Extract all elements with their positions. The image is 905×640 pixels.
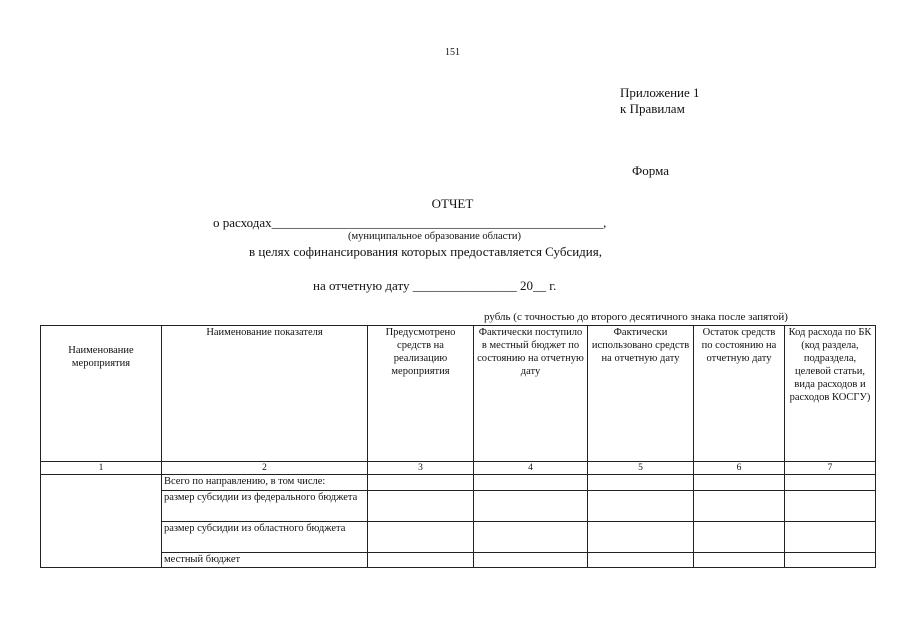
- column-number-row: [41, 462, 876, 475]
- table-cell: [588, 553, 694, 568]
- column-number: 6: [694, 462, 785, 475]
- table-row: [41, 553, 876, 568]
- table-cell: [785, 491, 876, 522]
- table-row: [41, 491, 876, 522]
- report-table: [40, 325, 876, 568]
- page-number: 151: [445, 47, 460, 58]
- header-remaining-funds: Остаток средств по состоянию на отчетную дату: [694, 326, 785, 462]
- municipality-caption: (муниципальное образование области): [348, 231, 521, 242]
- table-cell: [588, 522, 694, 553]
- table-cell: [785, 475, 876, 491]
- report-date-line: на отчетную дату ________________ 20__ г.: [313, 278, 557, 293]
- table-cell: [368, 522, 474, 553]
- table-cell: [785, 553, 876, 568]
- table-cell: [368, 491, 474, 522]
- report-title: ОТЧЕТ: [431, 196, 474, 211]
- column-number: 3: [368, 462, 474, 475]
- appendix-note: [620, 85, 700, 117]
- table-cell: [474, 475, 588, 491]
- table-cell: [694, 522, 785, 553]
- header-planned-funds: Предусмотрено средств на реализацию мероприятия: [368, 326, 474, 462]
- column-number: 5: [588, 462, 694, 475]
- table-cell: [474, 522, 588, 553]
- table-row: [41, 475, 876, 491]
- header-indicator-name: Наименование показателя: [162, 326, 368, 462]
- appendix-line-2: к Правилам: [620, 101, 685, 116]
- header-used-funds: Фактически использовано средств на отчетную дату: [588, 326, 694, 462]
- table-cell: [785, 522, 876, 553]
- column-number: 1: [41, 462, 162, 475]
- table-row: [41, 522, 876, 553]
- table-cell: [694, 491, 785, 522]
- row-label-regional: размер субсидии из областного бюджета: [162, 522, 368, 553]
- column-number: 2: [162, 462, 368, 475]
- expenses-line: о расходах___________________________________________________,: [213, 215, 607, 230]
- row-label-local: местный бюджет: [162, 553, 368, 568]
- row-label-total: Всего по направлению, в том числе:: [162, 475, 368, 491]
- table-cell: [474, 553, 588, 568]
- cofinancing-line: в целях софинансирования которых предоставляется Субсидия,: [249, 244, 602, 259]
- column-number: 4: [474, 462, 588, 475]
- table-cell: [368, 553, 474, 568]
- header-budget-code: Код расхода по БК (код раздела, подраздела, целевой статьи, вида расходов и расходов КОСГУ): [785, 326, 876, 462]
- table-cell: [694, 475, 785, 491]
- column-number: 7: [785, 462, 876, 475]
- appendix-line-1: Приложение 1: [620, 85, 700, 100]
- table-header-row: [41, 326, 876, 462]
- row-label-federal: размер субсидии из федерального бюджета: [162, 491, 368, 522]
- table-cell: [588, 491, 694, 522]
- form-label: Форма: [632, 163, 669, 178]
- header-received-funds: Фактически поступило в местный бюджет по состоянию на отчетную дату: [474, 326, 588, 462]
- table-cell: [474, 491, 588, 522]
- units-note: рубль (с точностью до второго десятичного знака после запятой): [484, 311, 788, 323]
- table-cell: [694, 553, 785, 568]
- activity-name-cell: [41, 475, 162, 568]
- header-activity-name: Наименование мероприятия: [41, 326, 162, 462]
- table-cell: [368, 475, 474, 491]
- table-cell: [588, 475, 694, 491]
